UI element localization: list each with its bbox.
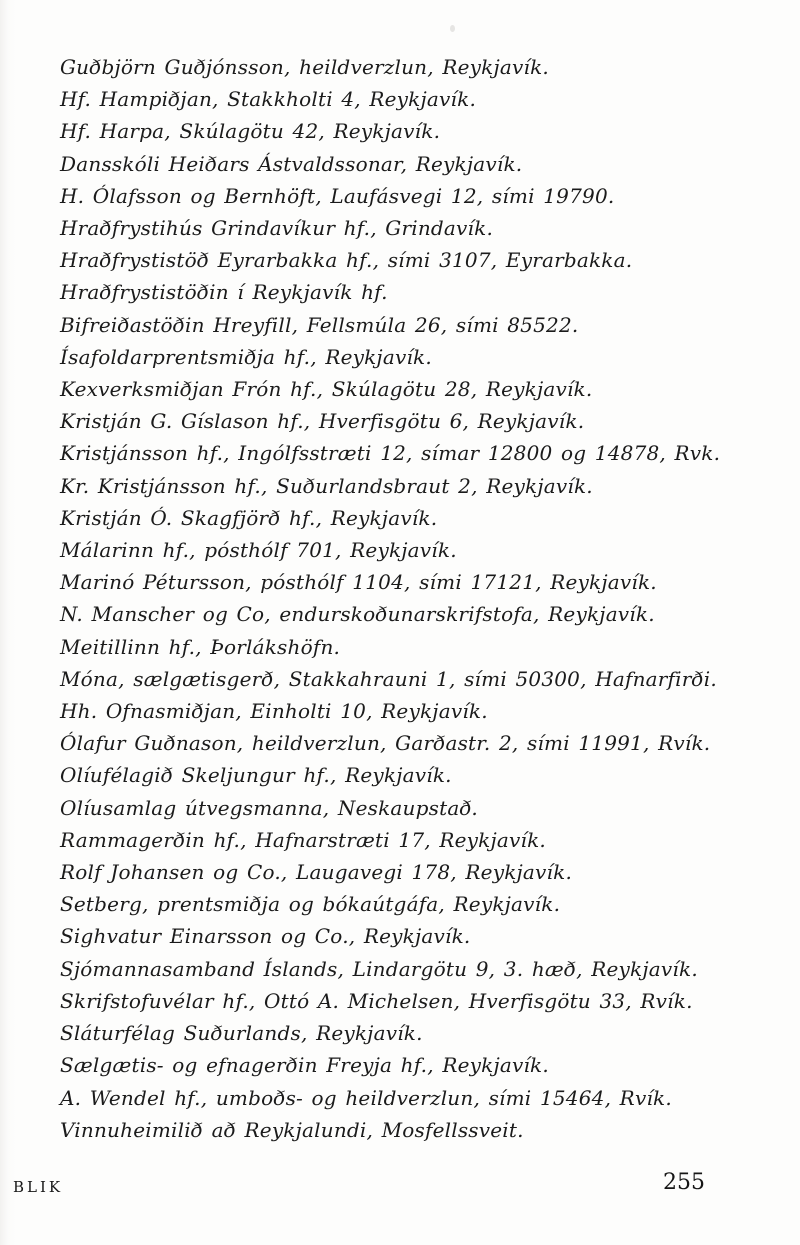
directory-entry: Guðbjörn Guðjónsson, heildverzlun, Reykjavík. <box>60 55 549 79</box>
directory-entry: Kristjánsson hf., Ingólfsstræti 12, símar 12800 og 14878, Rvk. <box>60 441 721 466</box>
directory-entry: Hf. Harpa, Skúlagötu 42, Reykjavík. <box>60 119 441 144</box>
directory-entry: Sighvatur Einarsson og Co., Reykjavík. <box>60 924 471 949</box>
footer-journal-title: BLIK <box>13 1178 64 1196</box>
directory-entry: A. Wendel hf., umboðs- og heildverzlun, sími 15464, Rvík. <box>60 1085 672 1110</box>
directory-entry: Skrifstofuvélar hf., Ottó A. Michelsen, Hverfisgötu 33, Rvík. <box>60 988 693 1013</box>
directory-entry: Hraðfrystistöð Eyrarbakka hf., sími 3107, Eyrarbakka. <box>60 248 633 273</box>
directory-entry: Kristján G. Gíslason hf., Hverfisgötu 6, Reykjavík. <box>60 409 585 434</box>
directory-entry: Hraðfrystistöðin í Reykjavík hf. <box>60 280 388 305</box>
directory-entry: Marinó Pétursson, pósthólf 1104, sími 17121, Reykjavík. <box>60 570 657 595</box>
directory-entry: Setberg, prentsmiðja og bókaútgáfa, Reykjavík. <box>60 892 561 917</box>
directory-entry: Ólafur Guðnason, heildverzlun, Garðastr. 2, sími 11991, Rvík. <box>60 731 711 756</box>
directory-entry: Ísafoldarprentsmiðja hf., Reykjavík. <box>60 344 432 369</box>
directory-entry: Olíufélagið Skeljungur hf., Reykjavík. <box>60 763 452 788</box>
directory-entry: Meitillinn hf., Þorlákshöfn. <box>60 634 341 659</box>
directory-entry: Sælgætis- og efnagerðin Freyja hf., Reykjavík. <box>60 1053 549 1078</box>
directory-entry: Rolf Johansen og Co., Laugavegi 178, Reykjavík. <box>60 860 573 885</box>
directory-entry: Vinnuheimilið að Reykjalundi, Mosfellssveit. <box>60 1117 524 1142</box>
directory-entry: Olíusamlag útvegsmanna, Neskaupstað. <box>60 795 478 820</box>
directory-entry: Hh. Ofnasmiðjan, Einholti 10, Reykjavík. <box>60 699 488 724</box>
directory-entry: Sláturfélag Suðurlands, Reykjavík. <box>60 1021 423 1046</box>
directory-entry: Kexverksmiðjan Frón hf., Skúlagötu 28, Reykjavík. <box>60 377 593 402</box>
directory-entry: Málarinn hf., pósthólf 701, Reykjavík. <box>60 538 457 563</box>
directory-entry: Dansskóli Heiðars Ástvaldssonar, Reykjavík. <box>60 151 523 176</box>
directory-entry: Kristján Ó. Skagfjörð hf., Reykjavík. <box>60 505 438 530</box>
directory-entry: Rammagerðin hf., Hafnarstræti 17, Reykjavík. <box>60 827 546 852</box>
directory-entry: Hf. Hampiðjan, Stakkholti 4, Reykjavík. <box>60 87 476 112</box>
directory-list <box>60 51 770 1146</box>
directory-entry: Bifreiðastöðin Hreyfill, Fellsmúla 26, sími 85522. <box>60 312 579 337</box>
directory-entry: Kr. Kristjánsson hf., Suðurlandsbraut 2, Reykjavík. <box>60 473 593 498</box>
directory-entry: N. Manscher og Co, endurskoðunarskrifstofa, Reykjavík. <box>60 602 655 627</box>
directory-entry: H. Ólafsson og Bernhöft, Laufásvegi 12, sími 19790. <box>60 183 615 208</box>
directory-entry: Hraðfrystihús Grindavíkur hf., Grindavík. <box>60 216 494 241</box>
scan-artifact-speck <box>450 25 455 32</box>
footer-page-number: 255 <box>663 1170 705 1195</box>
directory-entry: Móna, sælgætisgerð, Stakkahrauni 1, sími 50300, Hafnarfirði. <box>60 666 717 691</box>
directory-entry: Sjómannasamband Íslands, Lindargötu 9, 3. hæð, Reykjavík. <box>60 956 698 981</box>
